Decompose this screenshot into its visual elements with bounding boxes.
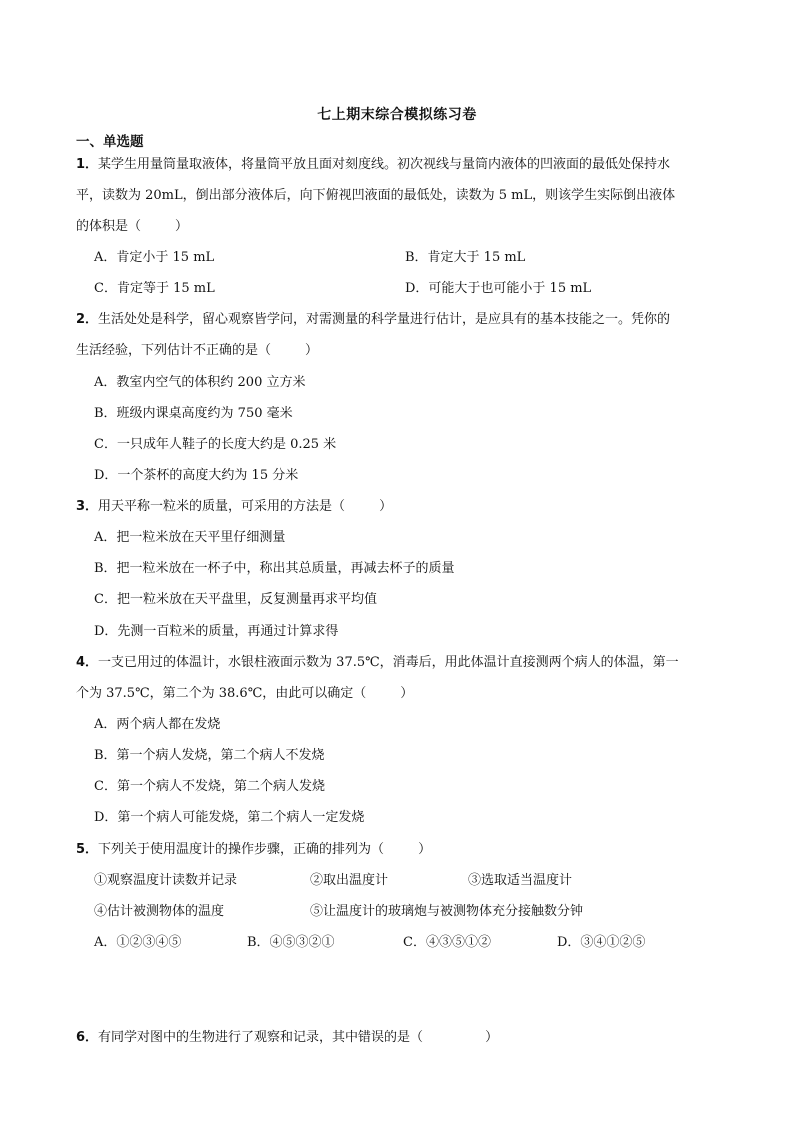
question-5-step-5: ⑤让温度计的玻璃炮与被测物体充分接触数分钟	[310, 904, 584, 919]
question-4-option-c: C．第一个病人不发烧，第二个病人发烧	[94, 779, 325, 794]
question-4-option-d: D．第一个病人可能发烧，第二个病人一定发烧	[94, 810, 365, 825]
question-3-option-c: C．把一粒米放在天平盘里，反复测量再求平均值	[94, 592, 377, 607]
question-2-option-b: B．班级内课桌高度约为 750 毫米	[94, 406, 293, 421]
section-heading: 一、单选题	[76, 134, 144, 150]
question-2-option-a: A．教室内空气的体积约 200 立方米	[94, 375, 306, 390]
question-1-line-2: 平，读数为 20mL，倒出部分液体后，向下俯视凹液面的最低处，读数为 5 mL，则该学生实际倒出液体	[76, 188, 676, 203]
question-1-option-c: C．肯定等于 15 mL	[94, 281, 215, 296]
page-title: 七上期末综合模拟练习卷	[317, 107, 477, 123]
question-5-step-3: ③选取适当温度计	[468, 873, 573, 888]
question-6-number: 6．	[76, 1030, 99, 1045]
question-4-line-1: 4．一支已用过的体温计，水银柱液面示数为 37.5℃，消毒后，用此体温计直接测两个病人的体温，第一	[76, 655, 679, 670]
question-5-number: 5．	[76, 842, 99, 857]
question-5-option-d: D．③④①②⑤	[557, 935, 646, 950]
question-3-option-d: D．先测一百粒米的质量，再通过计算求得	[94, 624, 339, 639]
question-1-line-1: 1．某学生用量筒量取液体，将量筒平放且面对刻度线。初次视线与量筒内液体的凹液面的最低处保持水	[76, 157, 671, 172]
question-2-number: 2．	[76, 312, 99, 327]
question-5-option-a: A．①②③④⑤	[94, 935, 182, 950]
question-2-line-2: 生活经验，下列估计不正确的是（ ）	[76, 343, 319, 358]
question-4-number: 4．	[76, 655, 99, 670]
question-5-option-c: C．④③⑤①②	[403, 935, 491, 950]
question-5-step-2: ②取出温度计	[310, 873, 389, 888]
question-3-number: 3．	[76, 499, 99, 514]
question-5-step-4: ④估计被测物体的温度	[94, 904, 225, 919]
question-5-step-1: ①观察温度计读数并记录	[94, 873, 238, 888]
question-5-line-1: 5．下列关于使用温度计的操作步骤，正确的排列为（ ）	[76, 842, 432, 857]
question-1-line-3: 的体积是（ ）	[76, 219, 189, 234]
question-3-option-b: B．把一粒米放在一杯子中，称出其总质量，再减去杯子的质量	[94, 561, 455, 576]
question-1-option-a: A．肯定小于 15 mL	[94, 250, 215, 265]
question-3-line-1: 3．用天平称一粒米的质量，可采用的方法是（ ）	[76, 499, 393, 514]
question-1-option-d: D．可能大于也可能小于 15 mL	[405, 281, 592, 296]
question-1-number: 1．	[76, 157, 99, 172]
question-6-line-1: 6．有同学对图中的生物进行了观察和记录，其中错误的是（ ）	[76, 1030, 499, 1045]
question-4-option-b: B．第一个病人发烧，第二个病人不发烧	[94, 748, 325, 763]
question-2-option-c: C．一只成年人鞋子的长度大约是 0.25 米	[94, 437, 337, 452]
question-3-option-a: A．把一粒米放在天平里仔细测量	[94, 530, 286, 545]
question-4-line-2: 个为 37.5℃，第二个为 38.6℃，由此可以确定（ ）	[76, 686, 414, 701]
question-2-option-d: D．一个茶杯的高度大约为 15 分米	[94, 468, 299, 483]
question-1-option-b: B．肯定大于 15 mL	[405, 250, 526, 265]
question-4-option-a: A．两个病人都在发烧	[94, 717, 221, 732]
question-2-line-1: 2．生活处处是科学，留心观察皆学问，对需测量的科学量进行估计，是应具有的基本技能之一。凭你的	[76, 312, 671, 327]
question-5-option-b: B．④⑤③②①	[247, 935, 335, 950]
